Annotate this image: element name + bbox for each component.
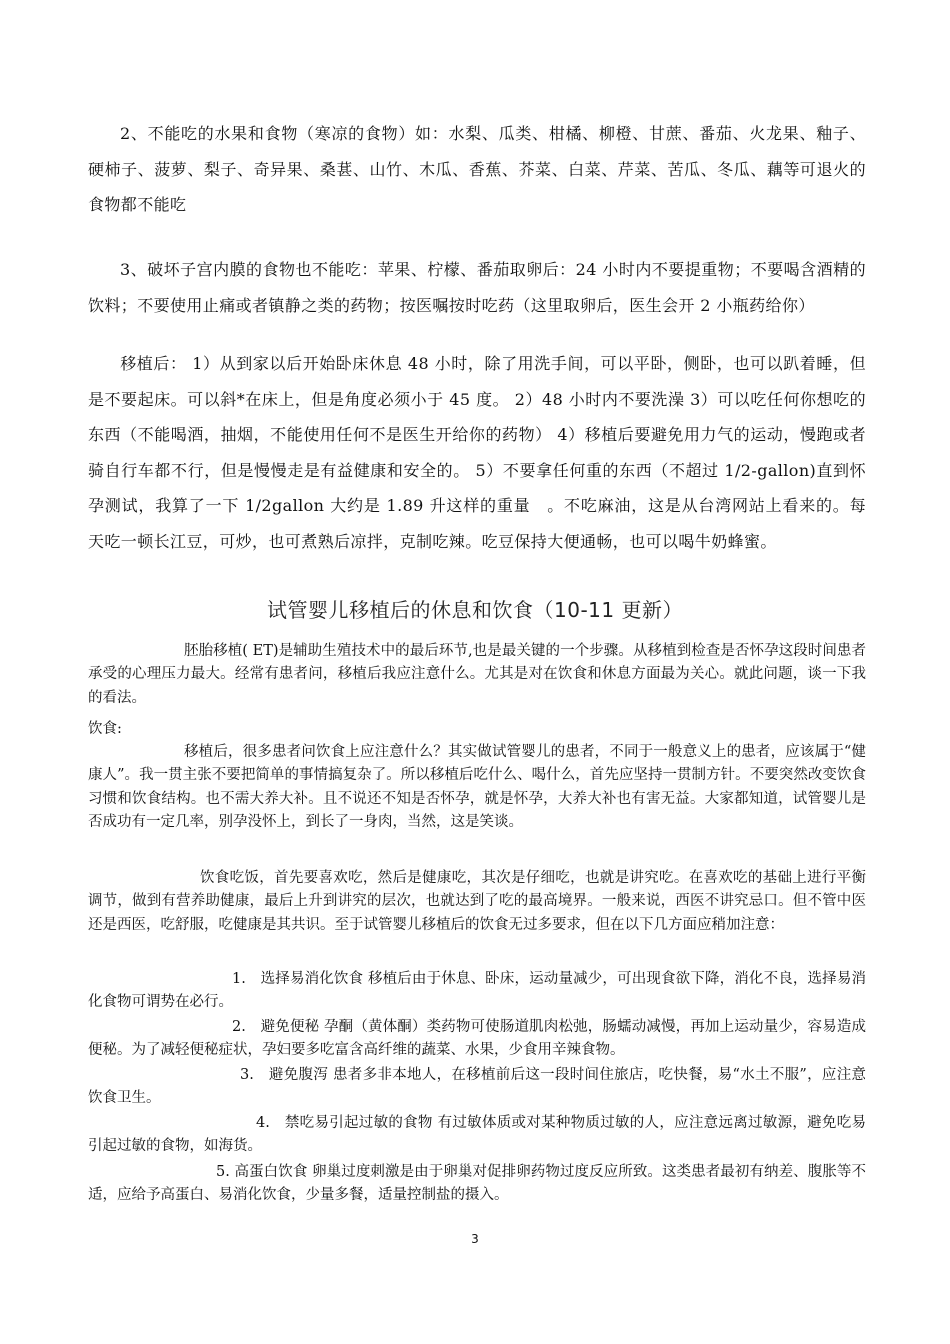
list-item: 4. 禁吃易引起过敏的食物 有过敏体质或对某种物质过敏的人，应注意远离过敏源，避免吃易引起过敏的食物，如海货。 — [88, 1115, 866, 1155]
list-item: 3. 避免腹泻 患者多非本地人，在移植前后这一段时间住旅店，吃快餐，易“水土不服”，应注意饮食卫生。 — [88, 1067, 866, 1107]
diet-label: 饮食: — [88, 721, 122, 737]
diet-paragraph-2: 饮食吃饭，首先要喜欢吃，然后是健康吃，其次是仔细吃，也就是讲究吃。在喜欢吃的基础上进行平衡调节，做到有营养助健康，最后上升到讲究的层次，也就达到了吃的最高境界。一般来说，西医不讲究忌口。但不管中医还是西医，吃舒服，吃健康是其共识。至于试管婴儿移植后的饮食无过多要求，但在以下几方面应稍加注意： — [88, 870, 866, 933]
paragraph-after-transfer — [88, 346, 866, 559]
intro-paragraph: 胚胎移植( ET)是辅助生殖技术中的最后环节,也是最关键的一个步骤。从移植到检查是否怀孕这段时间患者承受的心理压力最大。经常有患者问，移植后我应注意什么。尤其是对在饮食和休息方面最为关心。就此问题，谈一下我的看法。 — [88, 643, 866, 706]
list-item: 5. 高蛋白饮食 卵巢过度刺激是由于卵巢对促排卵药物过度反应所致。这类患者最初有纳差、腹胀等不适，应给予高蛋白、易消化饮食，少量多餐，适量控制盐的摄入。 — [88, 1164, 866, 1204]
list-item: 2. 避免便秘 孕酮（黄体酮）类药物可使肠道肌肉松弛，肠蠕动减慢，再加上运动量少，容易造成便秘。为了减轻便秘症状，孕妇要多吃富含高纤维的蔬菜、水果，少食用辛辣食物。 — [88, 1019, 866, 1059]
paragraph-endometrium-foods-text: 3、破坏子宫内膜的食物也不能吃：苹果、柠檬、番茄取卵后：24 小时内不要提重物；不要喝含酒精的饮料；不要使用止痛或者镇静之类的药物；按医嘱按时吃药（这里取卵后，医生会开 2 小瓶药给你） — [88, 260, 866, 315]
paragraph-endometrium-foods — [88, 252, 866, 323]
paragraph-after-transfer-text: 移植后： 1）从到家以后开始卧床休息 48 小时，除了用洗手间，可以平卧，侧卧，也可以趴着睡，但是不要起床。可以斜*在床上，但是角度必须小于 45 度。 2）48 小时内不要洗澡 3）可以吃任何你想吃的东西（不能喝酒，抽烟，不能使用任何不是医生开给你的药物） 4）移植后要避免用力气的运动，慢跑或者骑自行车都不行，但是慢慢走是有益健康和安全的。 5）不要拿任何重的东西（不超过 1/2-gallon)直到怀孕测试，我算了一下 1/2gallon 大约是 1.89 升这样的重量 。不吃麻油，这是从台湾网站上看来的。每天吃一顿长江豆，可炒，也可煮熟后凉拌，克制吃辣。吃豆保持大便通畅，也可以喝牛奶蜂蜜。 — [88, 354, 866, 551]
list-item: 1. 选择易消化饮食 移植后由于休息、卧床，运动量减少，可出现食欲下降，消化不良，选择易消化食物可谓势在必行。 — [88, 971, 866, 1011]
diet-paragraph-1: 移植后，很多患者问饮食上应注意什么？其实做试管婴儿的患者，不同于一般意义上的患者，应该属于“健康人”。我一贯主张不要把简单的事情搞复杂了。所以移植后吃什么、喝什么，首先应坚持一贯制方针。不要突然改变饮食习惯和饮食结构。也不需大养大补。且不说还不知是否怀孕，就是怀孕，大养大补也有害无益。大家都知道，试管婴儿是否成功有一定几率，别孕没怀上，到长了一身肉，当然，这是笑谈。 — [88, 744, 866, 830]
section-title: 试管婴儿移植后的休息和饮食（10-11 更新） — [267, 598, 683, 622]
paragraph-cold-foods-text: 2、不能吃的水果和食物（寒凉的食物）如：水梨、瓜类、柑橘、柳橙、甘蔗、番茄、火龙果、釉子、硬柿子、菠萝、梨子、奇异果、桑葚、山竹、木瓜、香蕉、芥菜、白菜、芹菜、苦瓜、冬瓜、藕等可退火的食物都不能吃 — [88, 124, 866, 214]
page-number: 3 — [471, 1232, 479, 1246]
paragraph-cold-foods — [88, 116, 866, 223]
